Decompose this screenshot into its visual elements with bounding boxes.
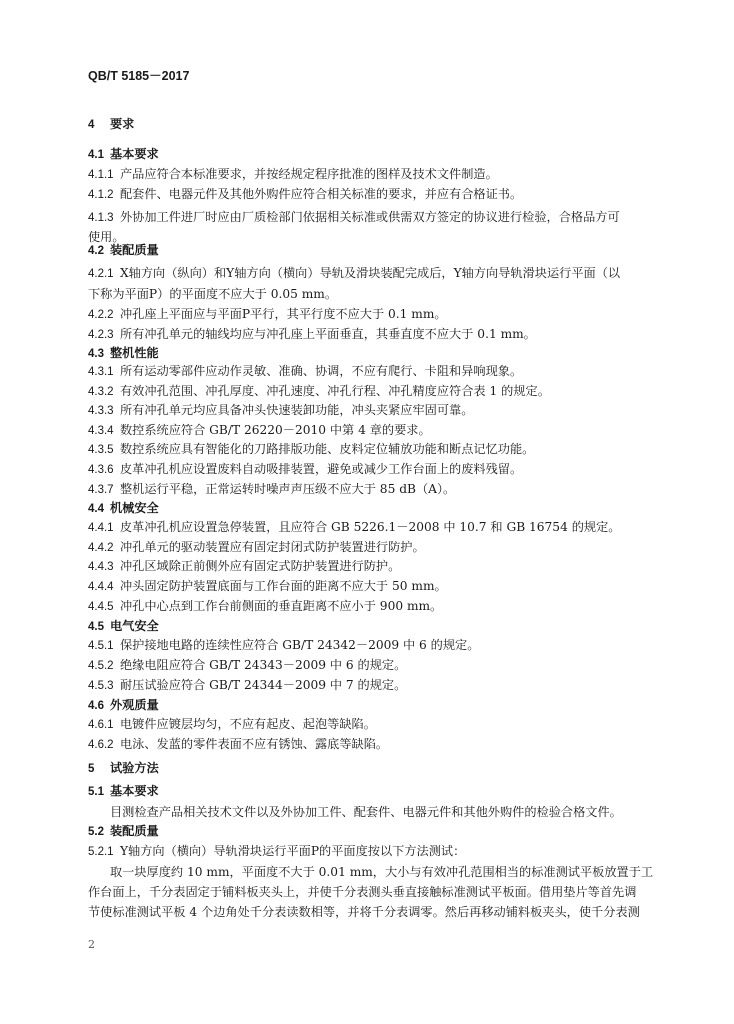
clause-text: 皮革冲孔机应设置废料自动吸排装置，避免或减少工作台面上的废料残留。 xyxy=(120,462,523,476)
text-line xyxy=(88,519,668,536)
clause-text: 配套件、电器元件及其他外购件应符合相关标准的要求，并应有合格证书。 xyxy=(120,187,523,201)
text-line xyxy=(88,736,668,753)
clause-number: 5.1 xyxy=(88,786,104,798)
clause-number: 4.4.1 xyxy=(88,522,114,534)
clause-text: 电镀件应镀层均匀，不应有起皮、起泡等缺陷。 xyxy=(120,717,376,731)
clause-text: 产品应符合本标准要求，并按经规定程序批准的图样及技术文件制造。 xyxy=(120,167,498,181)
clause-number: 4.5.1 xyxy=(88,640,114,652)
clause-text: 保护接地电路的连续性应符合 GB/T 24342－2009 中 6 的规定。 xyxy=(120,638,480,652)
clause-number: 5 xyxy=(88,763,95,775)
standard-code: QB/T 5185－2017 xyxy=(88,69,190,83)
text-line xyxy=(88,402,668,419)
clause-text: 作台面上，千分表固定于铺料板夹头上，并使千分表测头垂直接触标准测试平板面。借用垫片等首先调 xyxy=(88,885,637,899)
clause-number: 4.3.4 xyxy=(88,425,114,437)
clause-number: 4.2.2 xyxy=(88,309,114,321)
clause-number: 4.3.7 xyxy=(88,484,114,496)
clause-text: 目测检查产品相关技术文件以及外协加工件、配套件、电器元件和其他外购件的检验合格文件。 xyxy=(110,805,622,819)
clause-text: 整机运行平稳，正常运转时噪声声压级不应大于 85 dB（A）。 xyxy=(120,482,456,496)
clause-text: 电泳、发蓝的零件表面不应有锈蚀、露底等缺陷。 xyxy=(120,737,389,751)
clause-text: 节使标准测试平板 4 个边角处千分表读数相等，并将千分表调零。然后再移动铺料板夹头，使千分表测 xyxy=(88,905,640,919)
text-line xyxy=(88,265,668,282)
clause-number: 4.5 xyxy=(88,621,104,633)
text-line xyxy=(88,558,668,575)
clause-text: 装配质量 xyxy=(110,824,159,838)
clause-number: 4.1.3 xyxy=(88,212,114,224)
section-heading xyxy=(88,116,668,133)
text-line xyxy=(88,904,668,920)
text-line xyxy=(88,657,668,674)
clause-text: 机械安全 xyxy=(110,501,159,515)
clause-text: 皮革冲孔机应设置急停装置，且应符合 GB 5226.1－2008 中 10.7 和 GB 16754 的规定。 xyxy=(120,520,621,534)
clause-number: 4.4.2 xyxy=(88,542,114,554)
clause-text: 整机性能 xyxy=(110,346,159,360)
clause-number: 4.2.1 xyxy=(88,268,114,280)
clause-text: 使用。 xyxy=(88,230,125,244)
clause-text: 冲孔单元的驱动装置应有固定封闭式防护装置进行防护。 xyxy=(120,540,425,554)
clause-number: 4.4.5 xyxy=(88,601,114,613)
clause-text: 有效冲孔范围、冲孔厚度、冲孔速度、冲孔行程、冲孔精度应符合表 1 的规定。 xyxy=(120,384,550,398)
subsection-heading xyxy=(88,345,668,362)
clause-text: 要求 xyxy=(110,117,135,131)
clause-text: 冲孔区域除正前侧外应有固定式防护装置进行防护。 xyxy=(120,559,401,573)
clause-number: 4.3.1 xyxy=(88,366,114,378)
clause-number: 4.1.2 xyxy=(88,189,114,201)
clause-text: 耐压试验应符合 GB/T 24344－2009 中 7 的规定。 xyxy=(120,678,407,692)
text-line xyxy=(88,716,668,733)
clause-text: 所有冲孔单元均应具备冲头快速装卸功能，冲头夹紧应牢固可靠。 xyxy=(120,403,474,417)
text-line xyxy=(88,186,668,203)
text-line xyxy=(88,286,668,302)
clause-number: 4 xyxy=(88,119,95,131)
clause-number: 5.2 xyxy=(88,826,104,838)
text-line xyxy=(88,677,668,694)
text-line xyxy=(88,209,668,226)
clause-text: 基本要求 xyxy=(110,784,159,798)
subsection-heading xyxy=(88,783,668,800)
text-line xyxy=(88,598,668,615)
clause-number: 4.1 xyxy=(88,149,104,161)
clause-text: 基本要求 xyxy=(110,147,159,161)
text-line xyxy=(110,864,668,880)
text-line xyxy=(88,363,668,380)
text-line xyxy=(88,884,668,900)
text-line xyxy=(88,481,668,498)
clause-text: 冲头固定防护装置底面与工作台面的距离不应大于 50 mm。 xyxy=(120,579,447,593)
clause-number: 4.6.2 xyxy=(88,739,114,751)
text-line xyxy=(88,637,668,654)
clause-number: 4.2.3 xyxy=(88,329,114,341)
subsection-heading xyxy=(88,500,668,517)
text-line xyxy=(88,326,668,343)
clause-text: Y轴方向（横向）导轨滑块运行平面P的平面度按以下方法测试： xyxy=(120,844,466,858)
clause-text: 试验方法 xyxy=(110,761,159,775)
clause-text: 数控系统应具有智能化的刀路排版功能、皮料定位辅放功能和断点记忆功能。 xyxy=(120,442,535,456)
clause-text: 外观质量 xyxy=(110,698,159,712)
subsection-heading xyxy=(88,242,668,259)
clause-text: 取一块厚度约 10 mm，平面度不大于 0.01 mm，大小与有效冲孔范围相当的标准测试平板放置于工 xyxy=(110,865,654,879)
subsection-heading xyxy=(88,618,668,635)
clause-text: 电气安全 xyxy=(110,619,159,633)
clause-number: 4.4.4 xyxy=(88,581,114,593)
clause-text: 冲孔座上平面应与平面P平行，其平行度不应大于 0.1 mm。 xyxy=(120,307,447,321)
clause-number: 4.3.2 xyxy=(88,386,114,398)
clause-text: 绝缘电阻应符合 GB/T 24343－2009 中 6 的规定。 xyxy=(120,658,407,672)
clause-number: 4.2 xyxy=(88,245,104,257)
clause-text: 所有运动零部件应动作灵敏、准确、协调，不应有爬行、卡阻和异响现象。 xyxy=(120,364,523,378)
clause-text: 外协加工件进厂时应由厂质检部门依据相关标准或供需双方签定的协议进行检验，合格品方可 xyxy=(120,210,620,224)
subsection-heading xyxy=(88,823,668,840)
clause-text: X轴方向（纵向）和Y轴方向（横向）导轨及滑块装配完成后，Y轴方向导轨滑块运行平面（以 xyxy=(120,266,621,280)
clause-number: 4.6 xyxy=(88,700,104,712)
clause-text: 装配质量 xyxy=(110,243,159,257)
clause-number: 4.6.1 xyxy=(88,719,114,731)
subsection-heading xyxy=(88,697,668,714)
subsection-heading xyxy=(88,146,668,163)
clause-number: 4.3.3 xyxy=(88,405,114,417)
text-line xyxy=(88,539,668,556)
clause-number: 4.3 xyxy=(88,348,104,360)
clause-text: 冲孔中心点到工作台前侧面的垂直距离不应小于 900 mm。 xyxy=(120,599,443,613)
clause-number: 5.2.1 xyxy=(88,846,114,858)
clause-text: 所有冲孔单元的轴线均应与冲孔座上平面垂直，其垂直度不应大于 0.1 mm。 xyxy=(120,327,536,341)
clause-text: 数控系统应符合 GB/T 26220－2010 中第 4 章的要求。 xyxy=(120,423,431,437)
clause-number: 4.3.5 xyxy=(88,444,114,456)
text-line xyxy=(88,461,668,478)
clause-number: 4.5.3 xyxy=(88,680,114,692)
text-line xyxy=(88,441,668,458)
text-line xyxy=(88,422,668,439)
section-heading xyxy=(88,760,668,777)
text-line xyxy=(88,383,668,400)
text-line xyxy=(88,578,668,595)
page-number: 2 xyxy=(88,938,95,951)
text-line xyxy=(88,166,668,183)
text-line xyxy=(88,306,668,323)
clause-number: 4.5.2 xyxy=(88,660,114,672)
text-line xyxy=(88,843,668,860)
clause-number: 4.3.6 xyxy=(88,464,114,476)
clause-text: 下称为平面P）的平面度不应大于 0.05 mm。 xyxy=(88,287,338,301)
clause-number: 4.4 xyxy=(88,503,104,515)
clause-number: 4.1.1 xyxy=(88,169,114,181)
text-line xyxy=(110,804,668,820)
clause-number: 4.4.3 xyxy=(88,561,114,573)
